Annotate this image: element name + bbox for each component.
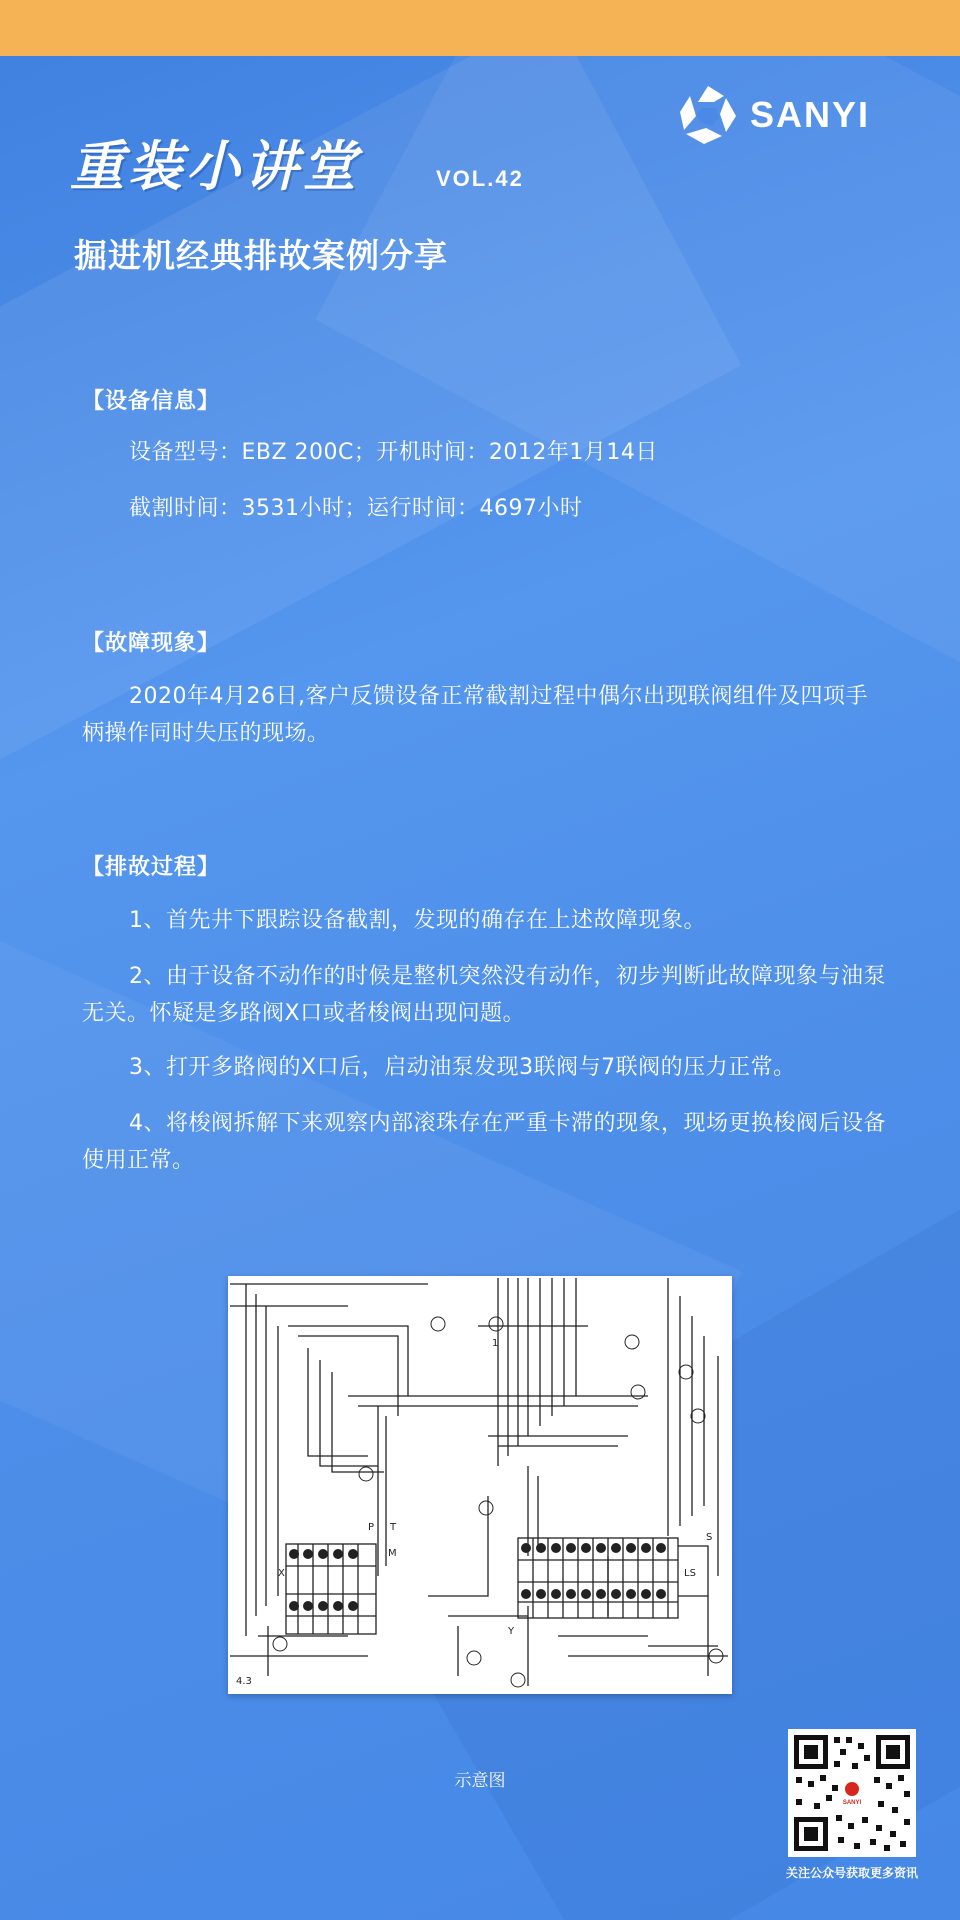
label-t: T bbox=[390, 1522, 397, 1533]
fault-heading: 【故障现象】 bbox=[82, 631, 221, 656]
hydraulic-schematic-image bbox=[228, 1276, 732, 1694]
hydraulic-schematic-drawing bbox=[228, 1276, 732, 1694]
device-info-line-2: 截割时间：3531小时；运行时间：4697小时 bbox=[129, 496, 583, 521]
qr-code[interactable] bbox=[788, 1729, 916, 1857]
label-p: P bbox=[368, 1522, 375, 1533]
label-1: 1 bbox=[492, 1338, 499, 1349]
label-ls: LS bbox=[684, 1568, 696, 1579]
label-s: S bbox=[706, 1532, 713, 1543]
volume-label: VOL.42 bbox=[436, 166, 524, 191]
diagram-caption: 示意图 bbox=[454, 1771, 506, 1791]
process-heading: 【排故过程】 bbox=[82, 855, 221, 880]
sanyi-logo bbox=[676, 84, 870, 146]
process-step-3: 3、打开多路阀的X口后，启动油泵发现3联阀与7联阀的压力正常。 bbox=[129, 1055, 796, 1080]
sanyi-logo-icon bbox=[676, 84, 740, 146]
qr-code-icon bbox=[788, 1729, 916, 1857]
label-m: M bbox=[388, 1548, 397, 1559]
page-title: 重装小讲堂 bbox=[70, 135, 360, 198]
qr-caption: 关注公众号获取更多资讯 bbox=[785, 1866, 918, 1880]
process-step-4: 4、将梭阀拆解下来观察内部滚珠存在严重卡滞的现象，现场更换梭阀后设备使用正常。 bbox=[82, 1111, 886, 1173]
fault-text: 2020年4月26日,客户反馈设备正常截割过程中偶尔出现联阀组件及四项手柄操作同时失压的现场。 bbox=[82, 684, 868, 746]
page-subtitle: 掘进机经典排故案例分享 bbox=[74, 236, 448, 275]
brand-name: SANYI bbox=[750, 94, 871, 135]
top-accent-bar bbox=[0, 0, 960, 56]
label-x: X bbox=[278, 1568, 285, 1579]
device-info-line-1: 设备型号：EBZ 200C；开机时间：2012年1月14日 bbox=[129, 440, 658, 465]
label-y: Y bbox=[508, 1626, 515, 1637]
label-4-3: 4.3 bbox=[236, 1676, 252, 1687]
process-step-2: 2、由于设备不动作的时候是整机突然没有动作，初步判断此故障现象与油泵无关。怀疑是多路阀X口或者梭阀出现问题。 bbox=[82, 964, 886, 1026]
process-step-1: 1、首先井下跟踪设备截割，发现的确存在上述故障现象。 bbox=[129, 908, 706, 933]
device-info-heading: 【设备信息】 bbox=[82, 389, 221, 414]
qr-brand-mark-icon bbox=[845, 1782, 859, 1796]
qr-brand-text: SANYI bbox=[842, 1800, 862, 1806]
